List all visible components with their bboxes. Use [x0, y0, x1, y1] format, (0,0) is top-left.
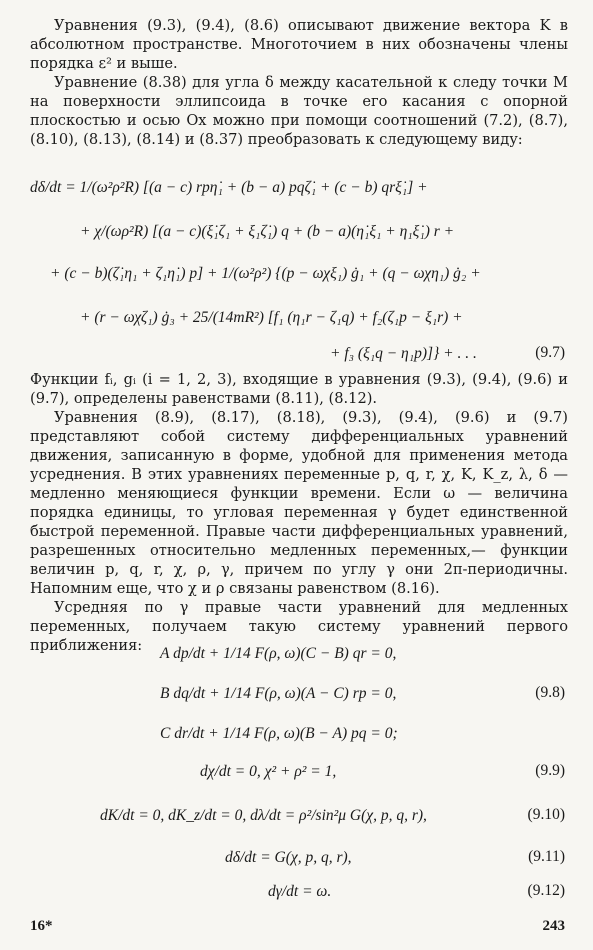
- eq98-number: (9.8): [535, 684, 565, 701]
- eq97-line-1: dδ/dt = 1/(ω²ρ²R) [(a − c) rpη̇₁ + (b − a) pqζ̇₁ + (c − b) qrξ̇₁] +: [30, 179, 428, 196]
- paragraph-3: Функции fᵢ, gᵢ (i = 1, 2, 3), входящие в уравнения (9.3), (9.4), (9.6) и (9.7), определены равенствами (8.11), (8.12).: [30, 371, 568, 407]
- eq97-line-5: + f₃ (ξ₁q − η₁p)]} + . . .: [330, 345, 477, 362]
- eq98-line-3: C dr/dt + 1/14 F(ρ, ω)(B − A) pq = 0;: [160, 725, 398, 742]
- eq911: dδ/dt = G(χ, p, q, r),: [225, 849, 352, 866]
- eq99: dχ/dt = 0, χ² + ρ² = 1,: [200, 763, 337, 780]
- intro-text: [30, 16, 568, 149]
- page-number: 243: [542, 918, 565, 934]
- signature-mark: 16*: [30, 918, 53, 934]
- eq910-number: (9.10): [527, 806, 565, 823]
- eq910: dK/dt = 0, dK_z/dt = 0, dλ/dt = ρ²/sin²μ G(χ, p, q, r),: [100, 807, 427, 824]
- body-text: [30, 370, 568, 655]
- eq98-line-1: A dp/dt + 1/14 F(ρ, ω)(C − B) qr = 0,: [160, 645, 397, 662]
- paragraph-1: Уравнения (9.3), (9.4), (8.6) описывают движение вектора K в абсолютном пространстве. Многоточием в них обозначены члены порядка ε² и выше.: [30, 17, 568, 72]
- eq97-line-4: + (r − ωχζ₁) ġ₃ + 25/(14mR²) [f₁ (η₁r − ζ₁q) + f₂(ζ₁p − ξ₁r) +: [80, 309, 463, 326]
- eq99-number: (9.9): [535, 762, 565, 779]
- eq911-number: (9.11): [528, 848, 565, 865]
- eq912: dγ/dt = ω.: [268, 883, 332, 900]
- paragraph-4: Уравнения (8.9), (8.17), (8.18), (9.3), (9.4), (9.6) и (9.7) представляют собой систему дифференциальных уравнений движения, записанную в форме, удобной для применения метода усреднения. В этих уравнениях переменные p, q, r, χ, K, K_z, λ, δ — медленно меняющиеся функции времени. Если ω — величина порядка единицы, то угловая переменная γ будет единственной быстрой переменной. Правые части дифференциальных уравнений, разрешенных относительно медленных переменных,— функции величин p, q, r, χ, ρ, γ, причем по углу γ они 2π-периодичны. Напомним еще, что χ и ρ связаны равенством (8.16).: [30, 409, 568, 597]
- eq98-line-2: B dq/dt + 1/14 F(ρ, ω)(A − C) rp = 0,: [160, 685, 397, 702]
- eq912-number: (9.12): [527, 882, 565, 899]
- paragraph-2: Уравнение (8.38) для угла δ между касательной к следу точки M на поверхности эллипсоида в точке его касания с опорной плоскостью и осью Ox можно при помощи соотношений (7.2), (8.7), (8.10), (8.13), (8.14) и (8.37) преобразовать к следующему виду:: [30, 74, 568, 148]
- paragraph-5: Усредняя по γ правые части уравнений для медленных переменных, получаем такую систему уравнений первого приближения:: [30, 599, 568, 654]
- eq97-line-3: + (c − b)(ζ̇₁η₁ + ζ₁η̇₁) p] + 1/(ω²ρ²) {(p − ωχξ₁) ġ₁ + (q − ωχη₁) ġ₂ +: [50, 265, 481, 282]
- eq97-line-2: + χ/(ωρ²R) [(a − c)(ξ̇₁ζ₁ + ξ₁ζ̇₁) q + (b − a)(η̇₁ξ₁ + η₁ξ̇₁) r +: [80, 223, 455, 240]
- eq97-number: (9.7): [535, 344, 565, 361]
